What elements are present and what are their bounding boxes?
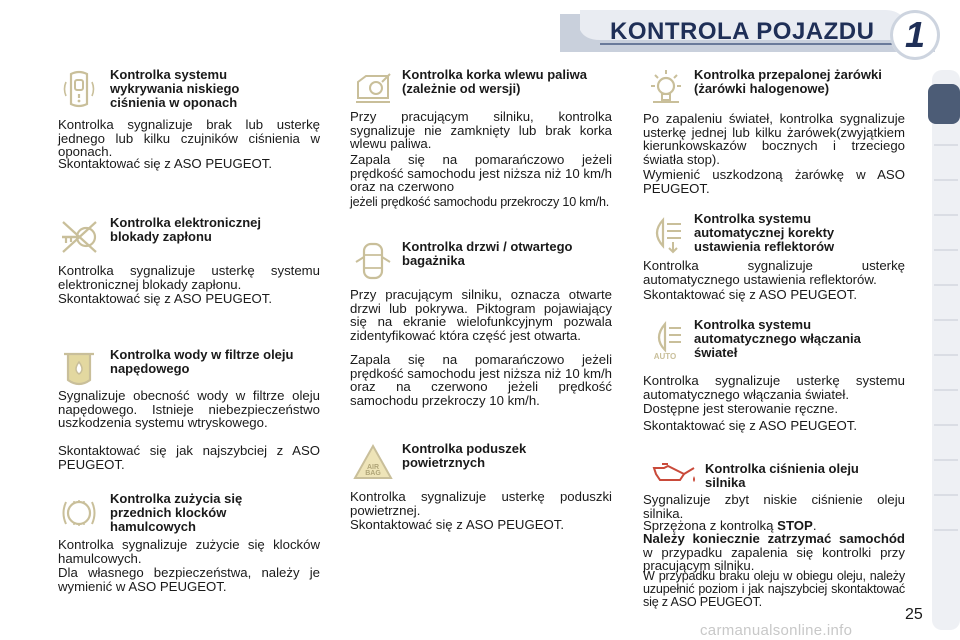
paragraph: jeżeli prędkość samochodu przekroczy 10 km/h.	[350, 195, 610, 209]
door-open-icon	[352, 240, 394, 282]
paragraph-text: .	[812, 518, 817, 533]
paragraph: Dostępne jest sterowanie ręczne.	[643, 401, 838, 416]
page-title: KONTROLA POJAZDU	[610, 18, 875, 45]
water-in-diesel-icon	[58, 348, 100, 390]
section-title: Kontrolka systemu automatycznego włączania świateł	[694, 317, 861, 360]
paragraph: Przy pracującym silniku, kontrolka sygnalizuje nie zamknięty lub brak korka wlewu paliwa.	[350, 109, 612, 152]
paragraph: Przy pracującym silniku, oznacza otwarte drzwi lub pokrywa. Piktogram pojawiający się na ekranie wielofunkcyjnym pozwala zidentyfikować która część jest otwarta.	[350, 287, 612, 343]
paragraph	[643, 532, 905, 573]
paragraph: Wymienić uszkodzoną żarówkę w ASO PEUGEOT.	[643, 167, 905, 196]
chapter-badge	[890, 10, 940, 60]
paragraph: Sygnalizuje zbyt niskie ciśnienie oleju silnika.	[643, 492, 905, 521]
section-title: Kontrolka elektronicznej blokady zapłonu	[110, 215, 261, 244]
brake-pad-wear-icon	[58, 492, 100, 534]
section-title: Kontrolka korka wlewu paliwa (zależnie od wersji)	[402, 67, 587, 96]
svg-text:AIR: AIR	[366, 464, 380, 471]
paragraph: Zapala się na pomarańczowo jeżeli prędkość samochodu jest niższa niż 10 km/h oraz na czerwono	[350, 152, 612, 195]
fuel-cap-icon	[352, 68, 394, 110]
paragraph: Dla własnego bezpieczeństwa, należy je wymienić w ASO PEUGEOT.	[58, 565, 320, 594]
headlamp-levelling-icon	[645, 212, 687, 254]
immobiliser-key-icon	[58, 216, 100, 258]
section-title: Kontrolka systemu wykrywania niskiego ciśnienia w oponach	[110, 67, 240, 110]
airbag-icon	[352, 442, 394, 484]
paragraph: Kontrolka sygnalizuje brak lub usterkę jednego lub kilku czujników ciśnienia w oponach.	[58, 117, 320, 160]
page-number: 25	[905, 606, 923, 623]
chapter-tabs-graphic	[928, 70, 960, 630]
paragraph: W przypadku braku oleju w obiegu oleju, należy uzupełnić poziom i jak najszybciej skontaktować się z ASO PEUGEOT.	[643, 569, 905, 609]
oil-pressure-icon	[650, 458, 698, 488]
paragraph: Kontrolka sygnalizuje zużycie się klocków hamulcowych.	[58, 537, 320, 566]
paragraph: Po zapaleniu świateł, kontrolka sygnalizuje usterkę jednej lub kilku żarówek(zwyjątkiem kierunkowskazów bocznych i trzeciego światła stop).	[643, 111, 905, 167]
paragraph: Skontaktować się z ASO PEUGEOT.	[350, 517, 565, 532]
section-title: Kontrolka poduszek powietrznych	[402, 441, 527, 470]
bulb-failure-icon	[645, 68, 687, 110]
paragraph: Kontrolka sygnalizuje usterkę systemu automatycznego włączania świateł.	[643, 373, 905, 402]
stop-emphasis: STOP	[777, 518, 813, 533]
section-title: Kontrolka ciśnienia oleju silnika	[705, 461, 859, 490]
paragraph: Zapala się na pomarańczowo jeżeli prędkość samochodu jest niższa niż 10 km/h oraz na czerwono jeżeli prędkość samochodu przekroczy 10 km/h.	[350, 352, 612, 408]
paragraph: Kontrolka sygnalizuje usterkę systemu elektronicznej blokady zapłonu.	[58, 263, 320, 292]
paragraph-text: w przypadku zapalenia się kontrolki przy pracującym silniku.	[643, 544, 905, 574]
paragraph-text: Sprzężona z kontrolką	[643, 518, 778, 533]
section-title: Kontrolka zużycia się przednich klocków hamulcowych	[110, 491, 243, 534]
paragraph: Skontaktować się z ASO PEUGEOT.	[643, 418, 858, 433]
chapter-tabs	[928, 70, 960, 630]
paragraph: Skontaktować się z ASO PEUGEOT.	[58, 156, 273, 171]
paragraph: Sygnalizuje obecność wody w filtrze oleju napędowego. Istnieje niebezpieczeństwo uszkodzenia systemu wtryskowego.	[58, 388, 320, 431]
tyre-pressure-icon	[58, 68, 100, 110]
paragraph: Skontaktować się z ASO PEUGEOT.	[58, 291, 273, 306]
svg-text:AUTO: AUTO	[653, 352, 677, 360]
auto-lights-icon	[645, 318, 687, 360]
chapter-number: 1	[904, 14, 926, 55]
section-title: Kontrolka wody w filtrze oleju napędowego	[110, 347, 294, 376]
page-header	[0, 0, 960, 58]
paragraph: Skontaktować się z ASO PEUGEOT.	[643, 287, 858, 302]
paragraph: Kontrolka sygnalizuje usterkę poduszki powietrznej.	[350, 489, 612, 518]
warning-emphasis: Należy koniecznie zatrzymać samochód	[643, 531, 905, 546]
section-title: Kontrolka przepalonej żarówki (żarówki halogenowe)	[694, 67, 882, 96]
watermark: carmanualsonline.info	[700, 622, 853, 639]
section-title: Kontrolka systemu automatycznej korekty ustawienia reflektorów	[694, 211, 835, 254]
svg-text:BAG: BAG	[365, 470, 381, 477]
section-title: Kontrolka drzwi / otwartego bagażnika	[402, 239, 573, 268]
paragraph: Kontrolka sygnalizuje usterkę automatycznego ustawienia reflektorów.	[643, 258, 905, 287]
paragraph: Skontaktować się jak najszybciej z ASO PEUGEOT.	[58, 443, 320, 472]
